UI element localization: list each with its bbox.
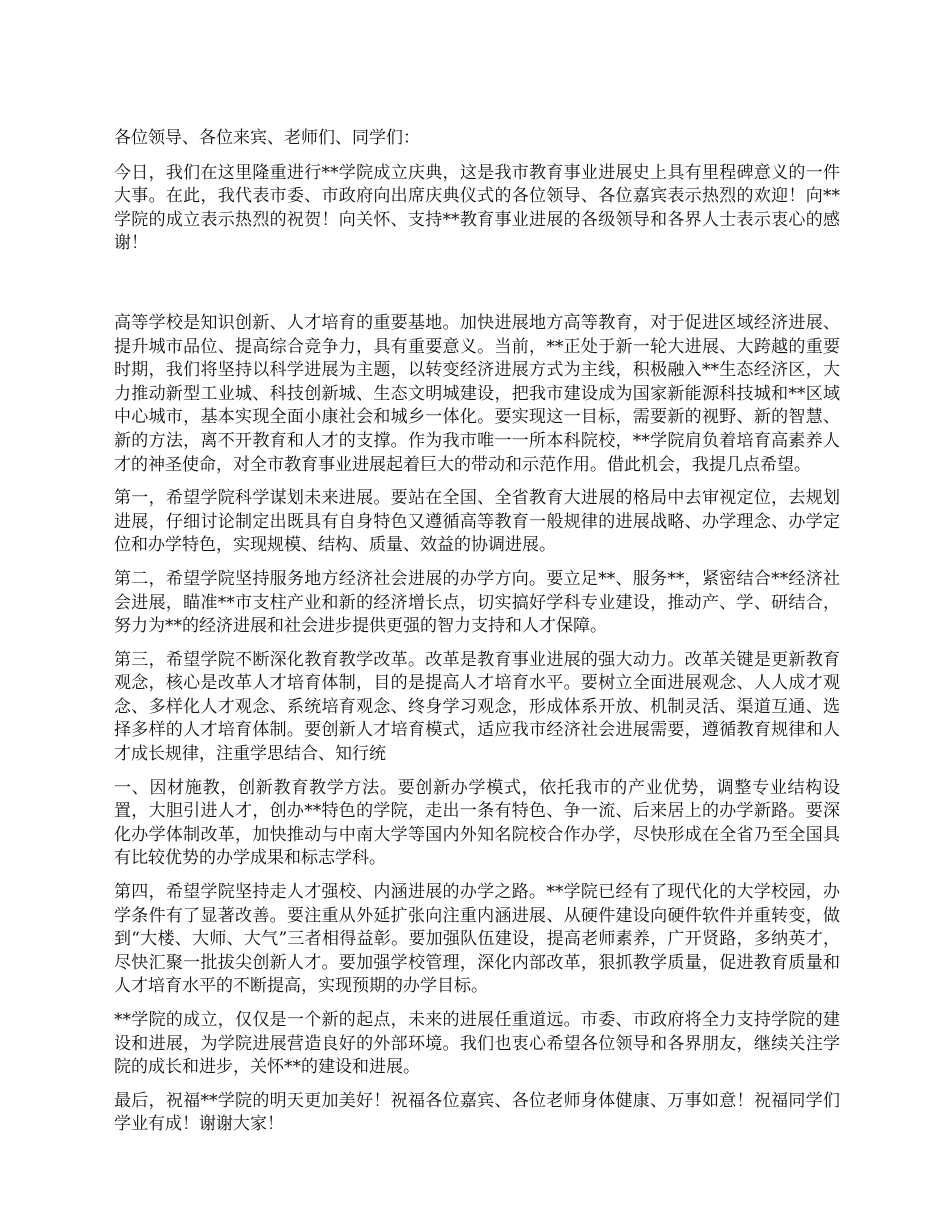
- paragraph-outlook: **学院的成立，仅仅是一个新的起点，未来的进展任重道远。市委、市政府将全力支持学院的建设和进展，为学院进展营造良好的外部环境。我们也衷心希望各位领导和各界朋友，继续关注学院的成长和进步，关怀**的建设和进展。: [114, 1010, 840, 1078]
- paragraph-third-hope: 第三，希望学院不断深化教育教学改革。改革是教育事业进展的强大动力。改革关键是更新教育观念，核心是改革人才培育体制，目的是提高人才培育水平。要树立全面进展观念、人人成才观念、多样化人才观念、系统培育观念、终身学习观念，形成体系开放、机制灵活、渠道互通、选择多样的人才培育体制。要创新人才培育模式，适应我市经济社会进展需要，遵循教育规律和人才成长规律，注重学思结合、知行统: [114, 649, 840, 765]
- paragraph-second-hope: 第二，希望学院坚持服务地方经济社会进展的办学方向。要立足**、服务**，紧密结合**经济社会进展，瞄准**市支柱产业和新的经济增长点，切实搞好学科专业建设，推动产、学、研结合，努力为**的经济进展和社会进步提供更强的智力支持和人才保障。: [114, 568, 840, 637]
- paragraph-first-hope: 第一，希望学院科学谋划未来进展。要站在全国、全省教育大进展的格局中去审视定位，去规划进展，仔细讨论制定出既具有自身特色又遵循高等教育一般规律的进展战略、办学理念、办学定位和办学特色，实现规模、结构、质量、效益的协调进展。: [114, 488, 840, 556]
- paragraph-closing: 最后，祝福**学院的明天更加美好！祝福各位嘉宾、各位老师身体健康、万事如意！祝福同学们学业有成！谢谢大家！: [114, 1090, 840, 1135]
- salutation: 各位领导、各位来宾、老师们、同学们：: [114, 128, 420, 148]
- paragraph-opening: 今日，我们在这里隆重进行**学院成立庆典，这是我市教育事业进展史上具有里程碑意义的一件大事。在此，我代表市委、市政府向出席庆典仪式的各位领导、各位嘉宾表示热烈的欢迎！向**学院的成立表示热烈的祝贺！向关怀、支持**教育事业进展的各级领导和各界人士表示衷心的感谢！: [114, 162, 840, 254]
- paragraph-background: 高等学校是知识创新、人才培育的重要基地。加快进展地方高等教育，对于促进区域经济进展、提升城市品位、提高综合竞争力，具有重要意义。当前，**正处于新一轮大进展、大跨越的重要时期，我们将坚持以科学进展为主题，以转变经济进展方式为主线，积极融入**生态经济区，大力推动新型工业城、科技创新城、生态文明城建设，把我市建设成为国家新能源科技城和**区域中心城市，基本实现全面小康社会和城乡一体化。要实现这一目标，需要新的视野、新的智慧、新的方法，离不开教育和人才的支撑。作为我市唯一一所本科院校，**学院肩负着培育高素养人才的神圣使命，对全市教育事业进展起着巨大的带动和示范作用。借此机会，我提几点希望。: [114, 312, 840, 475]
- paragraph-third-hope-continued: 一、因材施教，创新教育教学方法。要创新办学模式，依托我市的产业优势，调整专业结构设置，大胆引进人才，创办**特色的学院，走出一条有特色、争一流、后来居上的办学新路。要深化办学体制改革，加快推动与中南大学等国内外知名院校合作办学，尽快形成在全省乃至全国具有比较优势的办学成果和标志学科。: [114, 777, 840, 869]
- document-body: [114, 127, 840, 1147]
- paragraph-fourth-hope: 第四，希望学院坚持走人才强校、内涵进展的办学之路。**学院已经有了现代化的大学校园，办学条件有了显著改善。要注重从外延扩张向注重内涵进展、从硬件建设向硬件软件并重转变，做到“大楼、大师、大气”三者相得益彰。要加强队伍建设，提高老师素养，广开贤路，多纳英才，尽快汇聚一批拔尖创新人才。要加强学校管理，深化内部改革，狠抓教学质量，促进教育质量和人才培育水平的不断提高，实现预期的办学目标。: [114, 882, 840, 997]
